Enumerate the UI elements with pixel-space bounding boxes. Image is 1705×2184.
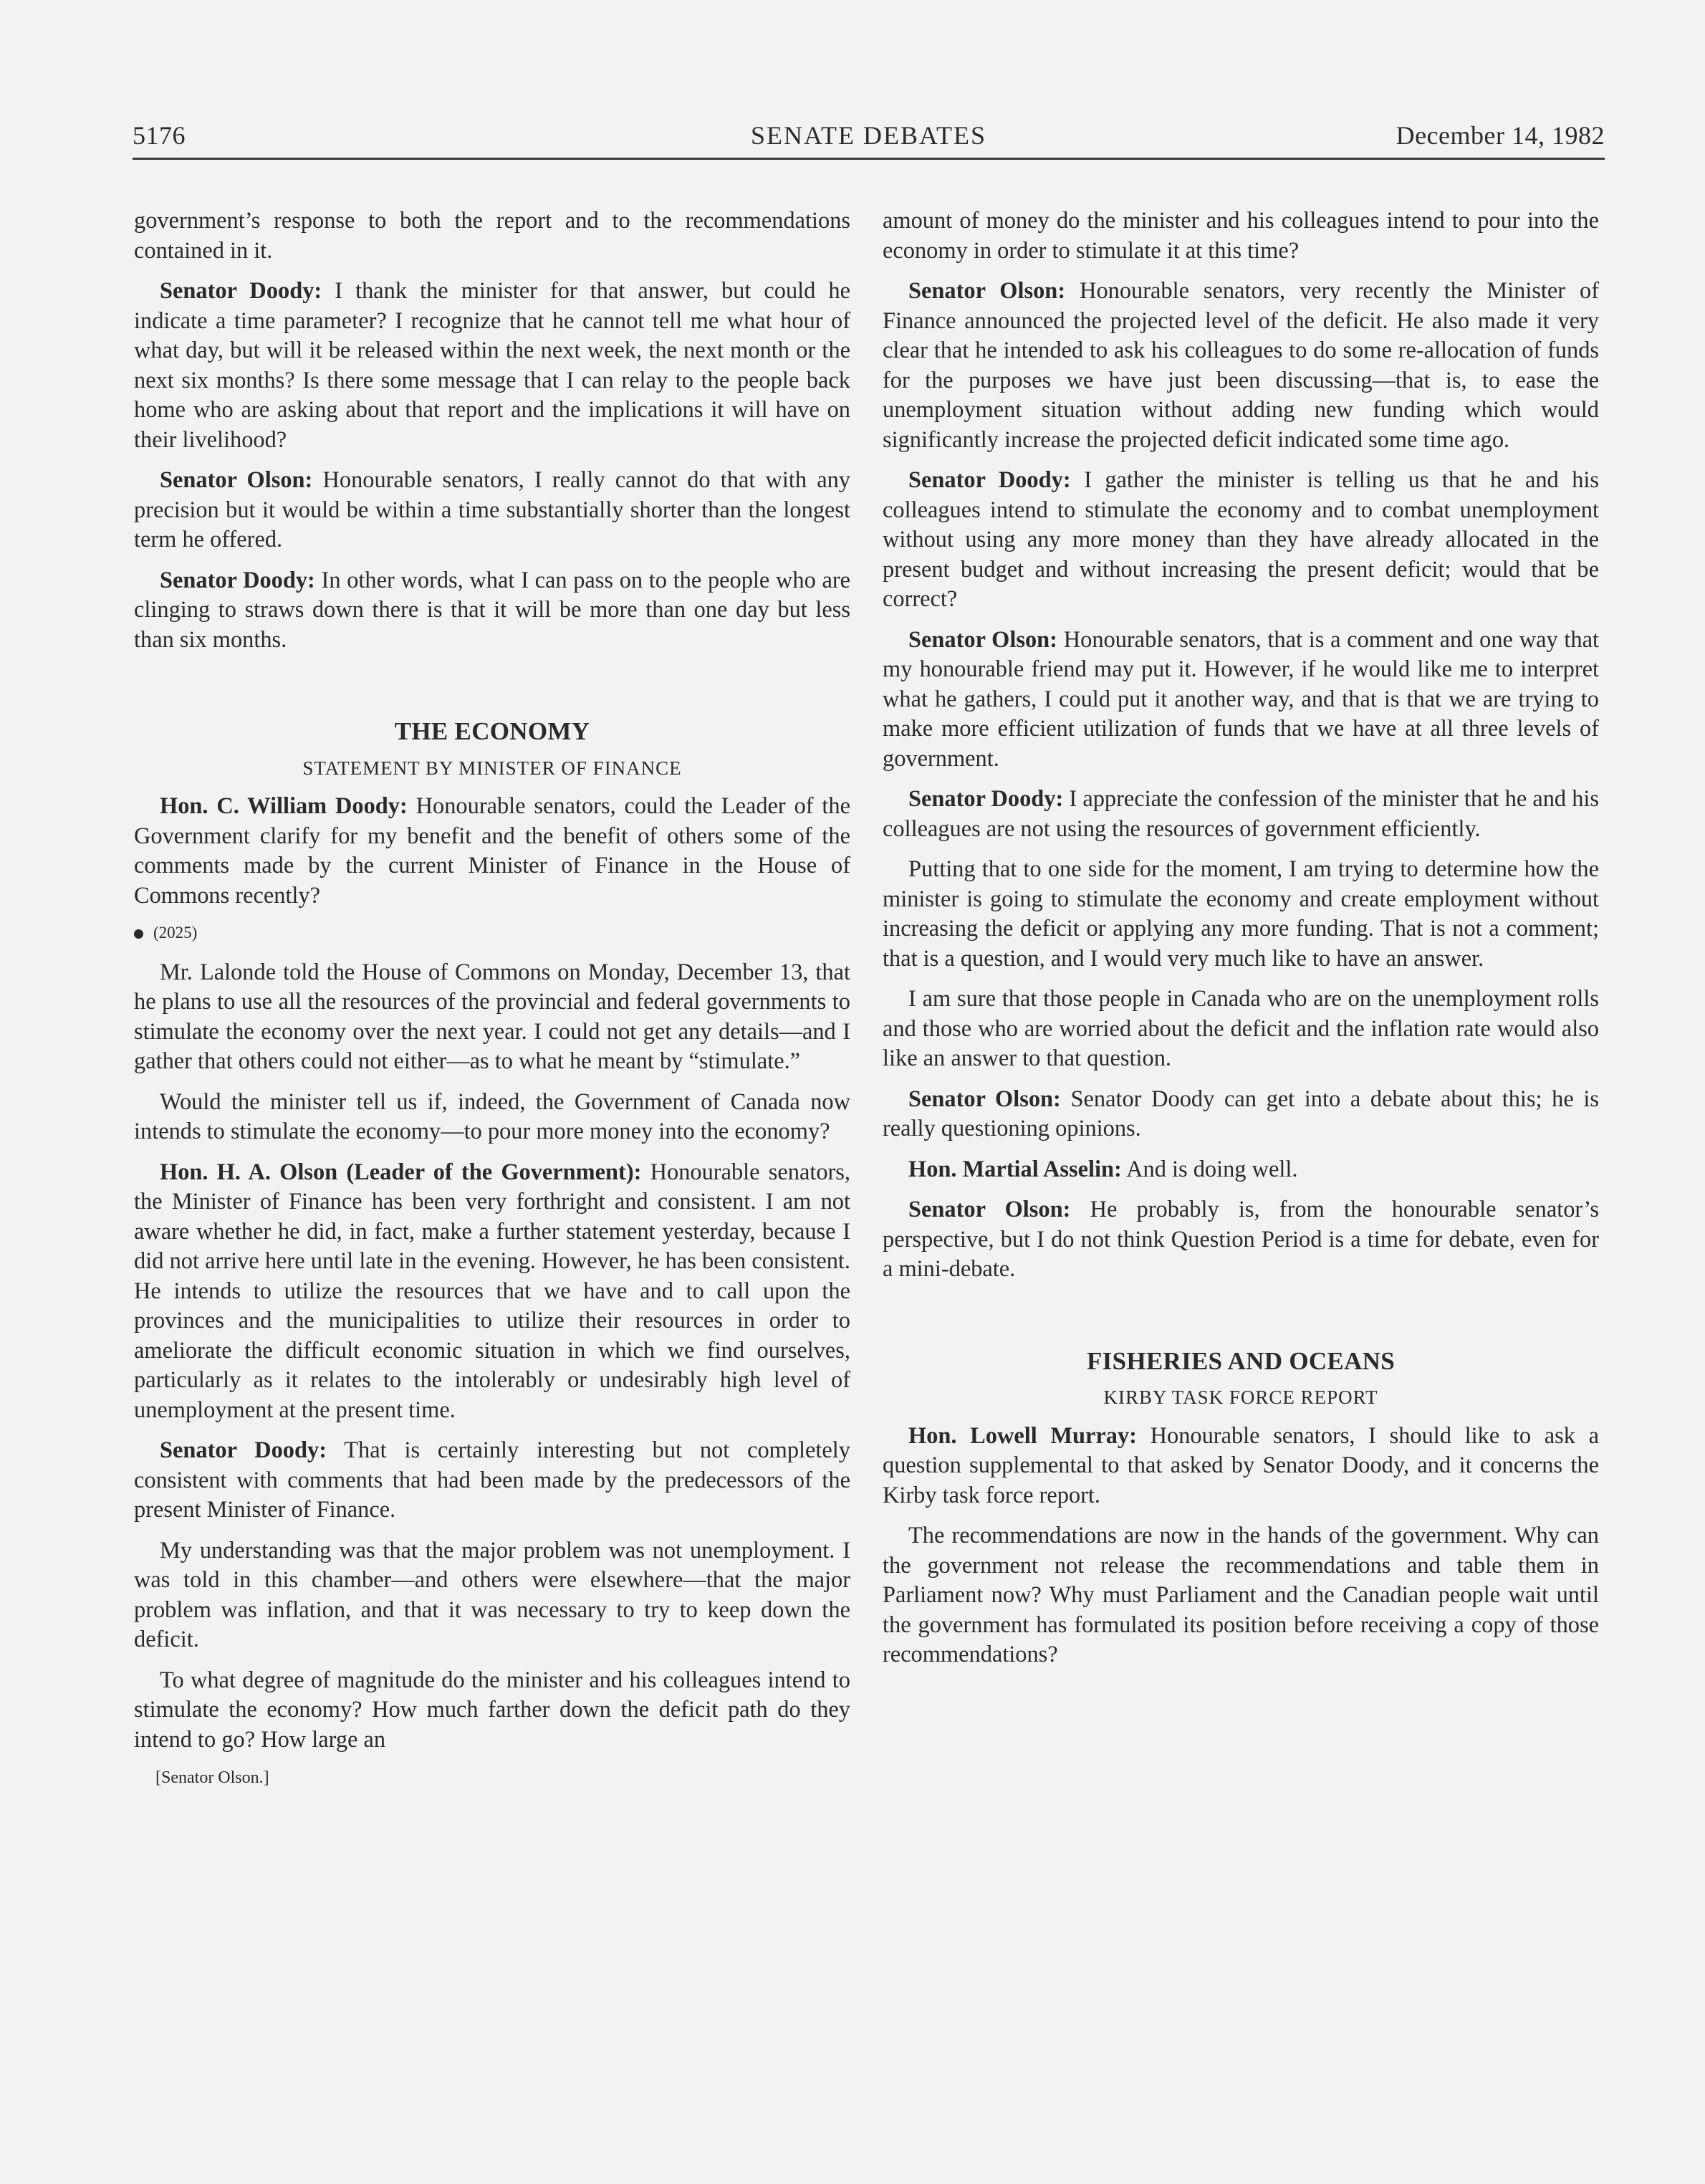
speech-paragraph [883, 1422, 1599, 1511]
publication-title: SENATE DEBATES [750, 121, 986, 150]
speaker-name: Senator Olson: [160, 467, 313, 493]
speech-text: Honourable senators, I should like to ask a question supplemental to that asked by Senator Doody, and it concerns the Kirby task force report. [883, 1422, 1600, 1508]
section-subheading: KIRBY TASK FORCE REPORT [1103, 1386, 1378, 1408]
paragraph: Mr. Lalonde told the House of Commons on Monday, December 13, that he plans to use all the resources of the provincial and federal governments to stimulate the economy over the next year. I could not get any details—and I gather that others could not either—as to what he meant by “stimulate.” [134, 959, 850, 1074]
speech-text: I gather the minister is telling us that he and his colleagues intend to stimulate the economy and to combat unemployment without using any more money than they have already allocated in the present budget and without increasing the present deficit; would that be correct? [883, 467, 1599, 612]
speech-paragraph [883, 785, 1599, 844]
section-subheading: STATEMENT BY MINISTER OF FINANCE [302, 757, 682, 779]
speaker-name: Senator Olson: [908, 278, 1066, 304]
speaker-name: Senator Olson: [908, 1197, 1071, 1222]
speech-paragraph [134, 1436, 850, 1526]
speech-paragraph [134, 566, 850, 656]
speech-paragraph [883, 1155, 1599, 1185]
speaker-name: Hon. C. William Doody: [160, 793, 408, 819]
publication-date: December 14, 1982 [1396, 121, 1605, 150]
speech-paragraph [883, 277, 1599, 455]
speech-text: He probably is, from the honourable senator’s perspective, but I do not think Question Period is a time for debate, even for a mini-debate. [883, 1197, 1599, 1282]
speaker-name: Senator Olson: [908, 626, 1057, 653]
paragraph: To what degree of magnitude do the minister and his colleagues intend to stimulate the economy? How much farther down the deficit path do they intend to go? How large an [134, 1667, 850, 1753]
section-heading: FISHERIES AND OCEANS [1087, 1346, 1395, 1375]
time-marker-label: (2025) [153, 924, 198, 942]
page-header [133, 120, 1605, 160]
speech-paragraph [883, 1195, 1599, 1285]
speech-text: That is certainly interesting but not completely consistent with comments that had been made by the predecessors of the present Minister of Finance. [134, 1437, 850, 1523]
speech-text: Honourable senators, could the Leader of the Government clarify for my benefit and the benefit of others some of the comments made by the current Minister of Finance in the House of Commons recently? [134, 793, 850, 909]
paragraph: government’s response to both the report and to the recommendations contained in it. [134, 208, 850, 264]
left-column [134, 206, 850, 1793]
speech-paragraph [134, 1158, 850, 1426]
bullet-icon [134, 929, 143, 939]
paragraph: amount of money do the minister and his colleagues intend to pour into the economy in order to stimulate it at this time? [883, 208, 1599, 264]
paragraph: The recommendations are now in the hands of the government. Why can the government not release the recommendations and table them in Parliament now? Why must Parliament and the Canadian people wait until the government has formulated its position before receiving a copy of those recommendations? [883, 1523, 1599, 1667]
paragraph: My understanding was that the major problem was not unemployment. I was told in this chamber—and others were elsewhere—that the major problem was inflation, and that it was necessary to try to keep down the deficit. [134, 1537, 850, 1652]
speech-paragraph [134, 277, 850, 455]
speech-text: I thank the minister for that answer, but could he indicate a time parameter? I recognize that he cannot tell me what hour of what day, but will it be released within the next week, the next month or the next six months? Is there some message that I can relay to the people back home who are asking about that report and the implications it will have on their livelihood? [134, 278, 850, 453]
speaker-name: Senator Olson: [908, 1086, 1061, 1112]
speaker-name: Hon. Lowell Murray: [908, 1422, 1137, 1449]
speech-text: Honourable senators, I really cannot do that with any precision but it would be within a time substantially shorter than the longest term he offered. [134, 467, 850, 552]
speech-text: Honourable senators, the Minister of Finance has been very forthright and consistent. I am not aware whether he did, in fact, make a further statement yesterday, because I did not arrive here until late in the evening. However, he has been consistent. He intends to utilize the resources that we have and to call upon the provinces and the municipalities to utilize their resources in order to ameliorate the difficult economic situation in which we find ourselves, particularly as it relates to the intolerably or undesirably high level of unemployment at the present time. [134, 1159, 851, 1423]
speaker-name: Hon. H. A. Olson (Leader of the Government): [160, 1159, 642, 1185]
paragraph: Putting that to one side for the moment, I am trying to determine how the minister is going to stimulate the economy and create employment without increasing the deficit or applying any more funding. That is not a comment; that is a question, and I would very much like to have an answer. [883, 856, 1599, 972]
speaker-name: Senator Doody: [160, 278, 322, 304]
footnote: [Senator Olson.] [155, 1768, 269, 1787]
speaker-name: Hon. Martial Asselin: [908, 1156, 1122, 1182]
speaker-name: Senator Doody: [160, 567, 315, 593]
speech-text: Senator Doody can get into a debate about this; he is really questioning opinions. [883, 1086, 1600, 1141]
speaker-name: Senator Doody: [908, 467, 1071, 493]
speech-paragraph [883, 626, 1599, 775]
speaker-name: Senator Doody: [908, 786, 1064, 812]
speech-paragraph [883, 466, 1599, 615]
speech-paragraph [883, 1085, 1599, 1144]
speech-text: Honourable senators, very recently the Minister of Finance announced the projected level of the deficit. He also made it very clear that he intended to ask his colleagues to do some re-allocation of funds for the purposes we have just been discussing—that is, to ease the unemployment situation without adding new funding which would significantly increase the projected deficit indicated some time ago. [883, 278, 1600, 453]
speech-paragraph [134, 792, 850, 911]
speech-text: I appreciate the confession of the minister that he and his colleagues are not using the resources of government efficiently. [883, 786, 1600, 842]
speech-text: Honourable senators, that is a comment and one way that my honourable friend may put it. However, if he would like me to interpret what he gathers, I could put it another way, and that is that we are trying to make more efficient utilization of funds that we have at all three levels of government. [883, 626, 1599, 772]
time-marker [134, 918, 850, 948]
speech-paragraph [134, 466, 850, 555]
right-column [883, 206, 1599, 1670]
speaker-name: Senator Doody: [160, 1437, 327, 1463]
page-number: 5176 [133, 121, 186, 150]
section-heading: THE ECONOMY [394, 717, 590, 745]
paragraph: Would the minister tell us if, indeed, the Government of Canada now intends to stimulate the economy—to pour more money into the economy? [134, 1088, 850, 1144]
speech-text: And is doing well. [1121, 1156, 1298, 1182]
speech-text: In other words, what I can pass on to the people who are clinging to straws down there is that it will be more than one day but less than six months. [134, 567, 851, 653]
paragraph: I am sure that those people in Canada who are on the unemployment rolls and those who are worried about the deficit and the inflation rate would also like an answer to that question. [883, 986, 1599, 1071]
